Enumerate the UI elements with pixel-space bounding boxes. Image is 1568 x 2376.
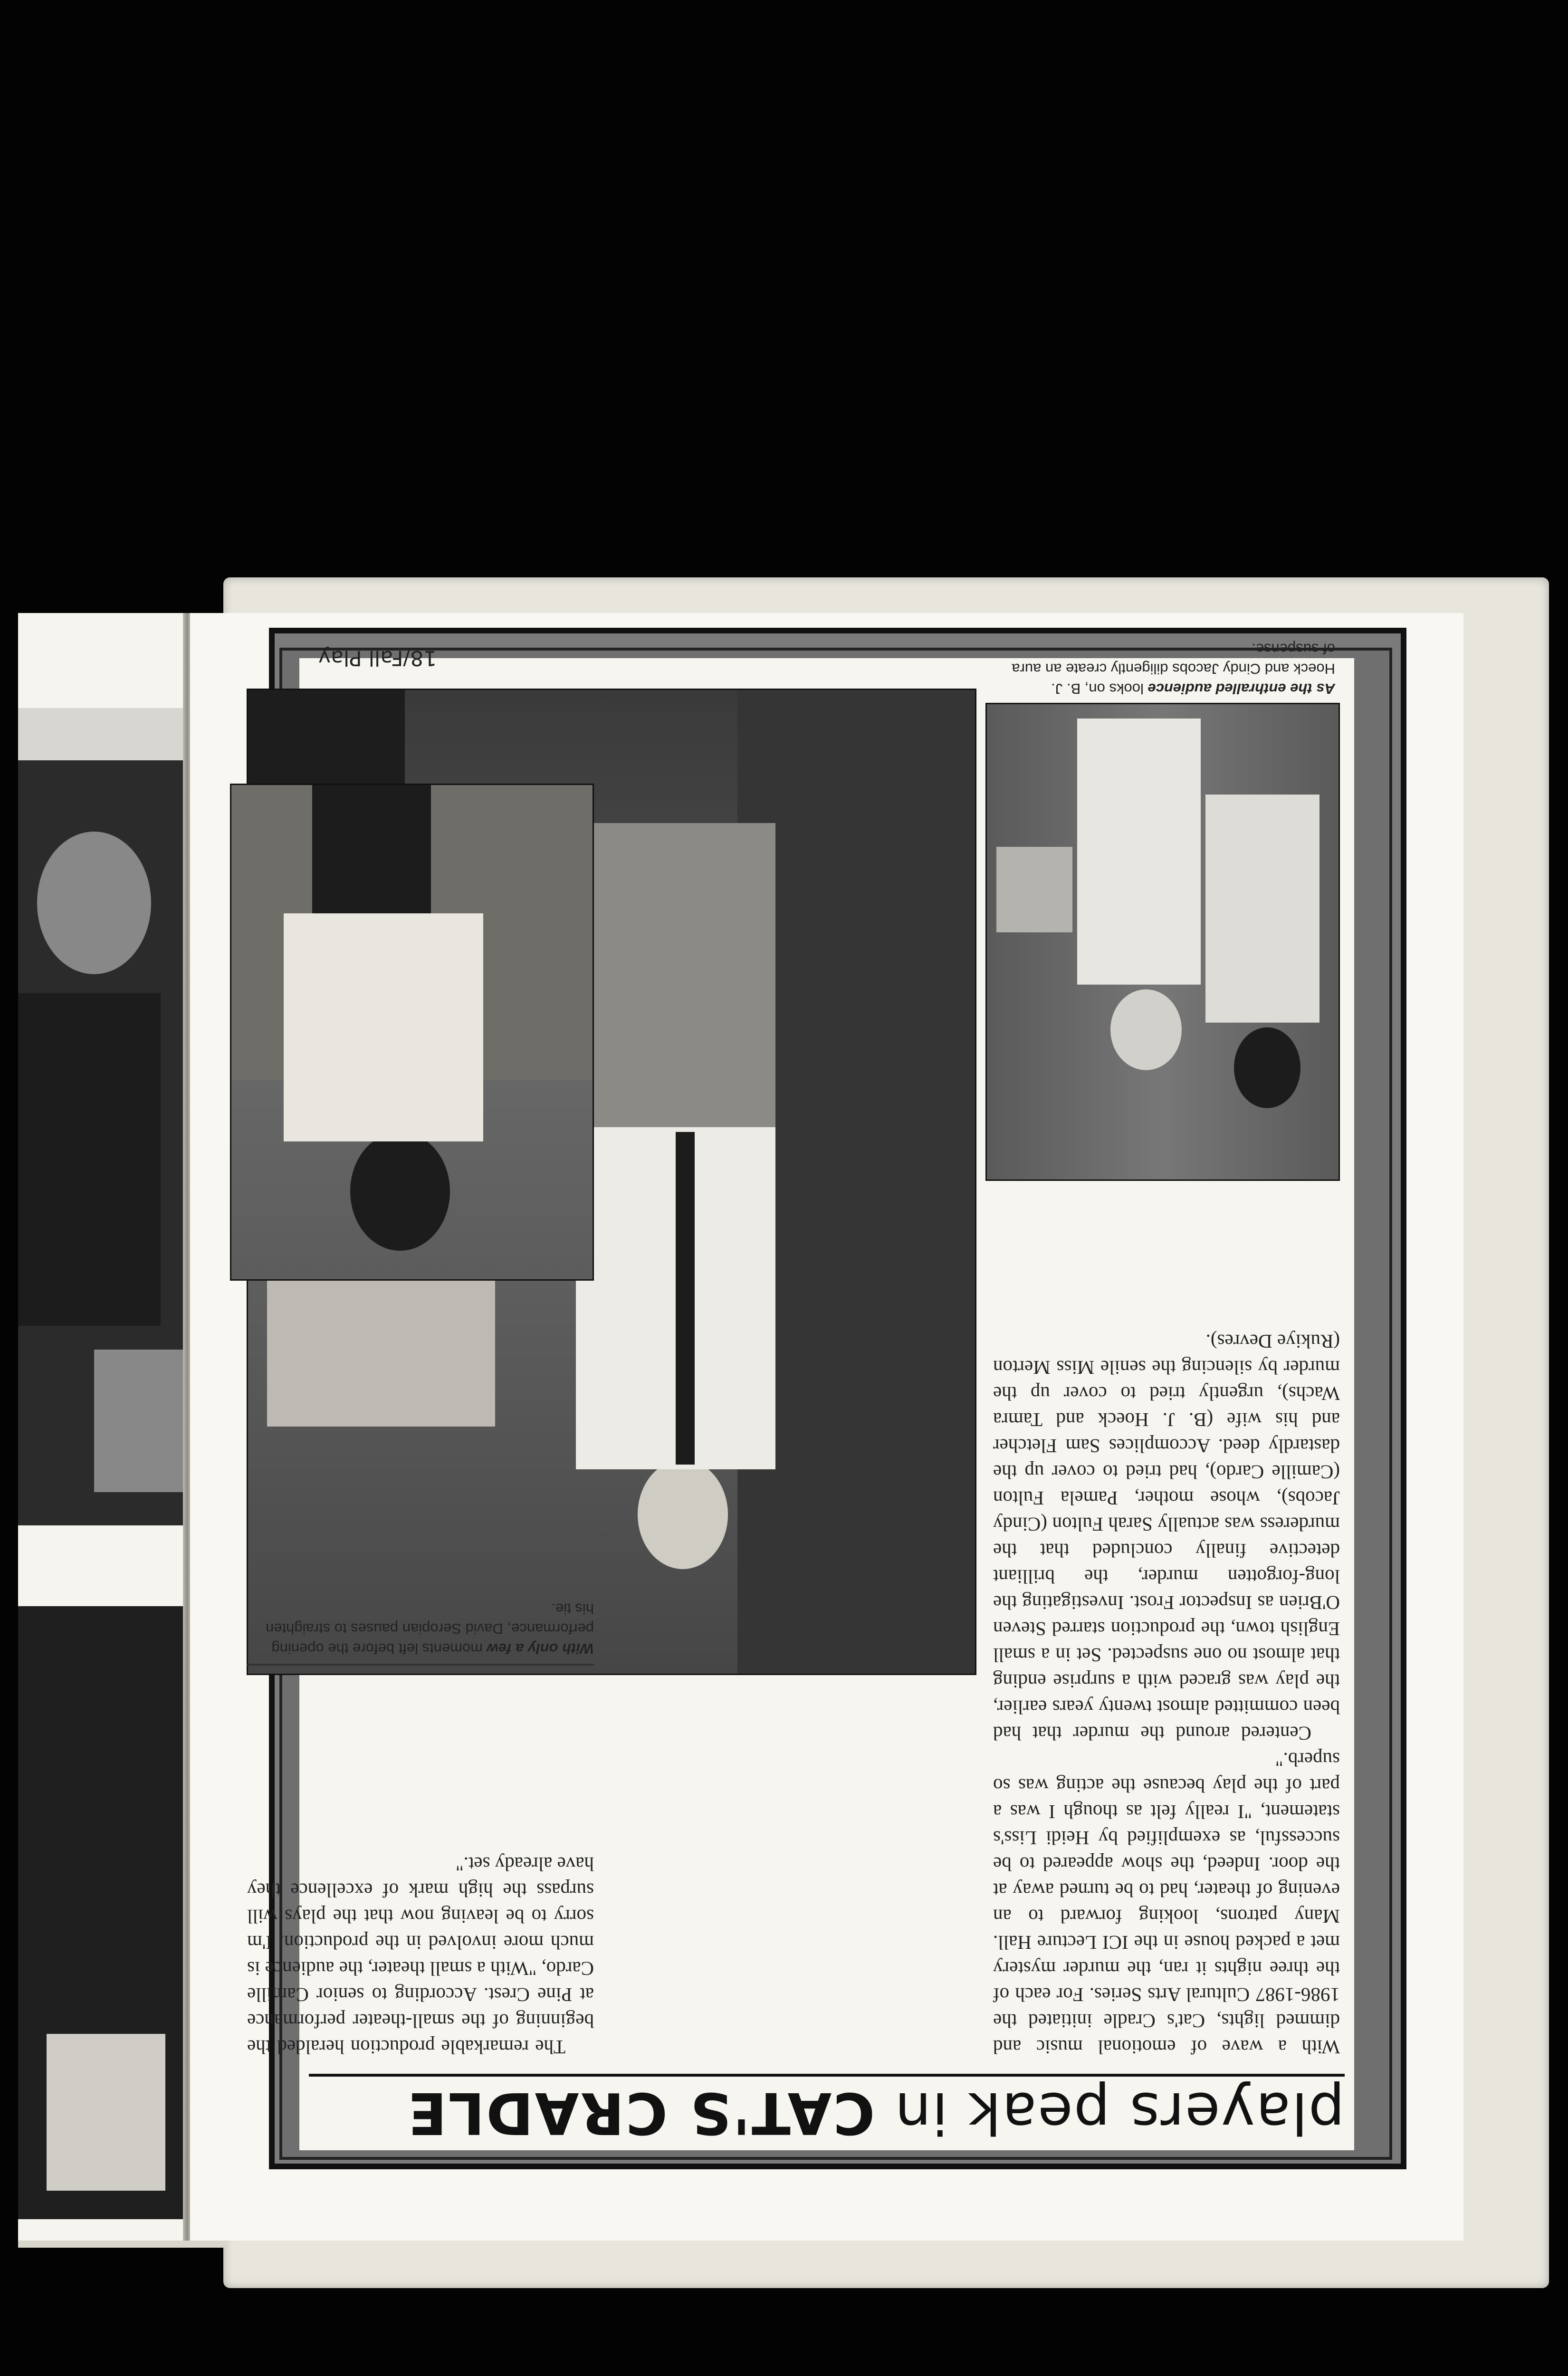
article-column-3	[247, 1689, 594, 2060]
page-headline	[299, 2077, 1345, 2148]
right-page	[190, 613, 1463, 2241]
article-column-1	[993, 1214, 1340, 2060]
caption-actor-tie	[247, 1599, 594, 1658]
rotated-page-content	[190, 613, 1463, 2241]
photo-actresses	[985, 703, 1340, 1181]
caption-actor-tie-lead: With only a few	[487, 1640, 594, 1657]
article-paragraph-1: With a wave of emotional music and dimmed lights, Cat's Cradle initiated the 1986-1987 Cultural Arts Series. For each of the three nights it ran, the murder mystery met a packed house in the ICI Lecture Hall. Many patrons, looking forward to an evening of theater, had to be turned away at the door. Indeed, the show appeared to be successful, as exemplified by Heidi Liss's statement, "I really felt as though I was a part of the play because the acting was so superb."	[993, 1749, 1340, 2058]
caption-actresses-lead: As the enthralled audience	[1147, 680, 1335, 697]
caption-actor-tie-text: moments left before the opening performance, David Seropian pauses to straighten his tie.	[265, 1600, 594, 1657]
caption-actresses	[1007, 639, 1335, 699]
photo-actor-tie	[230, 784, 594, 1281]
article-paragraph-3: The remarkable production heralded the beginning of the small-theater performance at Pine Crest. According to senior Camille Cardo, "With a small theater, the audience is much more involved in the production. I'm sorry to be leaving now that the plays will surpass the high mark of excellence they have already set."	[247, 1853, 594, 2058]
page-folio: 18/Fall Play	[318, 646, 437, 670]
left-page-photo-top	[18, 708, 189, 1525]
caption-tie-rule	[247, 1664, 594, 1666]
caption-actresses-text: looks on, B. J. Hoeck and Cindy Jacobs diligently create an aura of suspense.	[1012, 641, 1335, 697]
headline-title: CAT'S CRADLE	[406, 2079, 875, 2146]
left-page	[18, 613, 189, 2241]
article-paragraph-2: Centered around the murder that had been committed almost twenty years earlier, the play was graced with a surprise ending that almost no one suspected. Set in a small English town, the production starred Steven O'Brien as Inspector Frost. Investigating the long-forgotten murder, the brilliant detective finally concluded that the murderess was actually Sarah Fulton (Cindy Jacobs), whose mother, Pamela Fulton (Camille Cardo), had tried to cover up the dastardly deed. Accomplices Sam Fletcher and his wife (B. J. Hoeck and Tamra Wachs), urgently tried to cover up the murder by silencing the senile Miss Merton (Rukiye Devres).	[993, 1331, 1340, 1744]
left-page-photo-bottom	[18, 1606, 189, 2219]
headline-prefix: players peak in	[875, 2079, 1345, 2146]
headline-rule	[309, 2074, 1345, 2077]
